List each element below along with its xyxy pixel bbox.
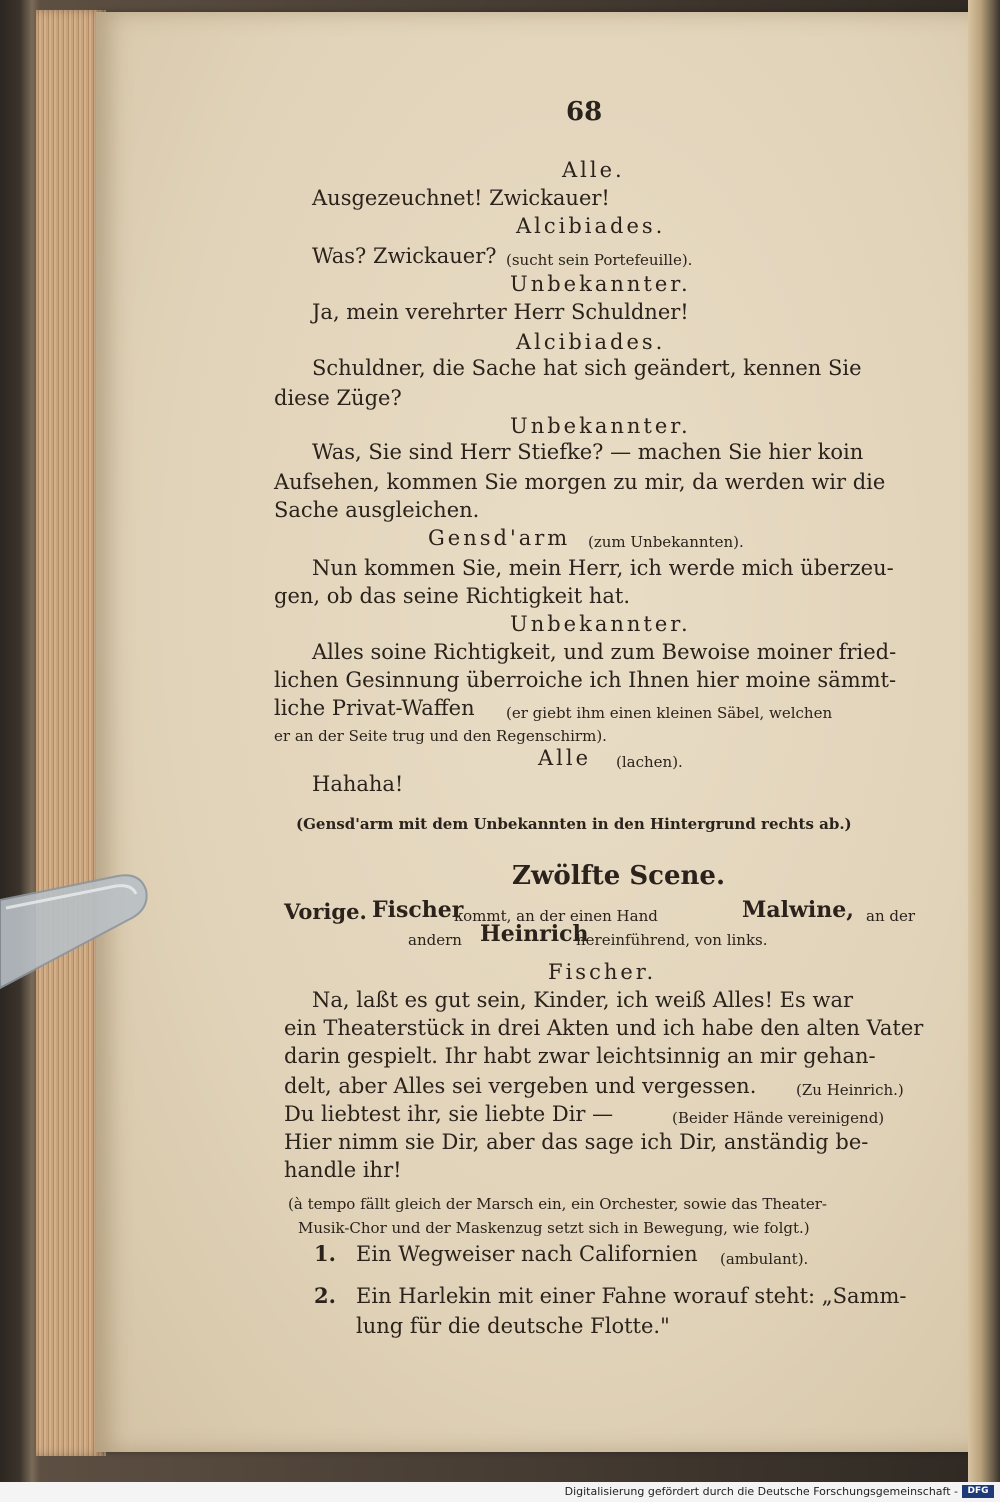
stage-direction: (ambulant). [720,1250,809,1268]
dialogue-line: Aufsehen, kommen Sie morgen zu mir, da werden wir die [274,470,886,494]
character-name: Malwine, [742,897,854,923]
page-number: 68 [566,97,603,127]
dialogue-line: ein Theaterstück in drei Akten und ich habe den alten Vater [284,1016,924,1040]
list-number: 2. [314,1283,336,1308]
page-clip-icon [0,870,150,1000]
procession-item: Ein Harlekin mit einer Fahne worauf steht: „Samm- [356,1284,907,1308]
stage-direction: (Beider Hände vereinigend) [672,1109,885,1127]
dialogue-line: handle ihr! [284,1158,402,1182]
speaker-name: Alcibiades. [516,214,666,238]
dialogue-line: Hahaha! [312,772,404,796]
stage-direction: hereinführend, von links. [576,931,768,949]
stage-direction: an der [866,907,916,925]
stage-direction: (lachen). [616,753,683,771]
scene-title: Zwölfte Scene. [512,861,726,891]
dialogue-line: delt, aber Alles sei vergeben und vergessen. [284,1074,757,1098]
speaker-name: Gensd'arm [428,526,571,550]
character-name: Fischer [372,897,464,923]
dialogue-line: Ja, mein verehrter Herr Schuldner! [312,300,689,324]
stage-direction: (er giebt ihm einen kleinen Säbel, welchen [506,704,833,722]
speaker-name: Unbekannter. [510,612,691,636]
stage-direction: Musik-Chor und der Maskenzug setzt sich in Bewegung, wie folgt.) [298,1219,810,1237]
speaker-name: Alle [538,746,592,770]
speaker-name: Fischer. [548,960,657,984]
dialogue-line: Ausgezeuchnet! Zwickauer! [312,186,610,210]
stage-direction: er an der Seite trug und den Regenschirm). [274,727,607,745]
dialogue-line: Na, laßt es gut sein, Kinder, ich weiß Alles! Es war [312,988,853,1012]
dialogue-line: gen, ob das seine Richtigkeit hat. [274,584,631,608]
speaker-name: Unbekannter. [510,414,691,438]
speaker-name: Unbekannter. [510,272,691,296]
stage-direction: (sucht sein Portefeuille). [506,251,693,269]
dialogue-line: Alles soine Richtigkeit, und zum Bewoise moiner fried- [312,640,897,664]
dialogue-line: darin gespielt. Ihr habt zwar leichtsinnig an mir gehan- [284,1044,876,1068]
dialogue-line: Was? Zwickauer? [312,244,497,268]
stage-direction: kommt, an der einen Hand [454,907,658,925]
dialogue-line: liche Privat-Waffen [274,696,475,720]
dialogue-line: Sache ausgleichen. [274,498,480,522]
character-name: Heinrich [480,921,589,947]
dialogue-line: Was, Sie sind Herr Stiefke? — machen Sie hier koin [312,440,864,464]
dialogue-line: lichen Gesinnung überroiche ich Ihnen hier moine sämmt- [274,668,897,692]
speaker-name: Alcibiades. [516,330,666,354]
dialogue-line: Hier nimm sie Dir, aber das sage ich Dir, anständig be- [284,1130,869,1154]
procession-item: Ein Wegweiser nach Californien [356,1242,698,1266]
dialogue-line: Du liebtest ihr, sie liebte Dir — [284,1102,614,1126]
dialogue-line: Schuldner, die Sache hat sich geändert, kennen Sie [312,356,862,380]
stage-direction: andern [408,931,462,949]
stage-direction: (à tempo fällt gleich der Marsch ein, ein Orchester, sowie das Theater- [288,1195,827,1213]
list-number: 1. [314,1241,336,1266]
stage-direction: (Zu Heinrich.) [796,1081,904,1099]
dialogue-line: diese Züge? [274,386,402,410]
stage-direction: (zum Unbekannten). [588,533,744,551]
speaker-name: Alle. [562,158,625,182]
dfg-logo: DFG [962,1485,994,1498]
dialogue-line: Nun kommen Sie, mein Herr, ich werde mich überzeu- [312,556,894,580]
character-list: Vorige. [284,899,367,924]
digitization-credit: Digitalisierung gefördert durch die Deutsche Forschungsgemeinschaft - [564,1485,958,1498]
procession-item: lung für die deutsche Flotte." [356,1314,670,1338]
stage-direction: (Gensd'arm mit dem Unbekannten in den Hintergrund rechts ab.) [296,815,852,833]
